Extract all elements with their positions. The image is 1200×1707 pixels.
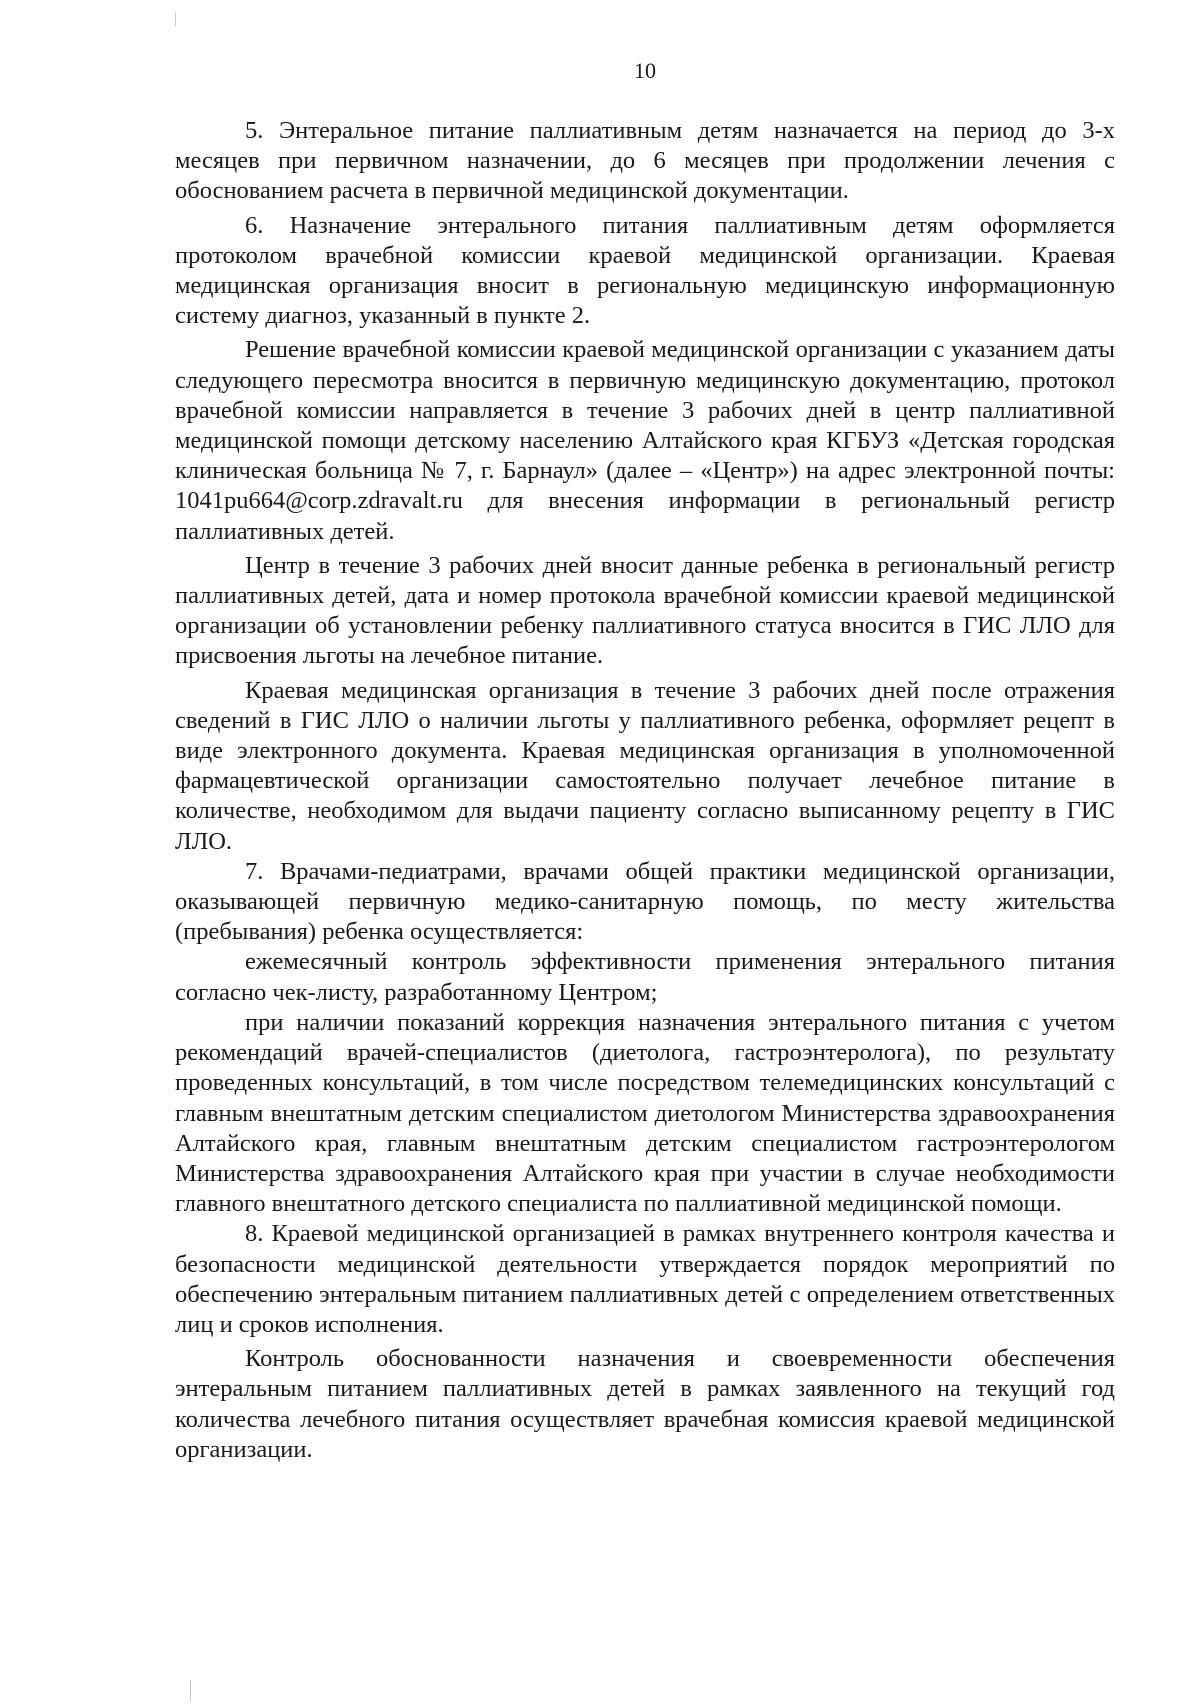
paragraph-correction: при наличии показаний коррекция назначения энтерального питания с учетом рекомендаций врачей-специалистов (диетолога, гастроэнтеролога), по результату проведенных консультаций, в том числе посредством телемедицинских консультаций с главным внештатным детским специалистом диетологом Министерства здравоохранения Алтайского края, главным внештатным детским специалистом гастроэнтерологом Министерства здравоохранения Алтайского края при участии в случае необходимости главного внештатного детского специалиста по паллиативной медицинской помощи.	[175, 1008, 1115, 1218]
paragraph-commission-decision: Решение врачебной комиссии краевой медицинской организации с указанием даты следующего пересмотра вносится в первичную медицинскую документацию, протокол врачебной комиссии направляется в течение 3 рабочих дней в центр паллиативной медицинской помощи детскому населению Алтайского края КГБУЗ «Детская городская клиническая больница № 7, г. Барнаул» (далее – «Центр») на адрес электронной почты: 1041pu664@corp.zdravalt.ru для внесения информации в региональный регистр паллиативных детей.	[175, 336, 1115, 545]
scan-artifact-top	[175, 12, 176, 26]
paragraph-8: 8. Краевой медицинской организацией в рамках внутреннего контроля качества и безопасности медицинской деятельности утверждается порядок мероприятий по обеспечению энтеральным питанием паллиативных детей с определением ответственных лиц и сроков исполнения.	[175, 1220, 1115, 1338]
scan-artifact-bottom	[190, 1680, 191, 1702]
page-number: 10	[634, 58, 656, 83]
paragraph-6: 6. Назначение энтерального питания паллиативным детям оформляется протоколом врачебной комиссии краевой медицинской организации. Краевая медицинская организация вносит в региональную медицинскую информационную систему диагноз, указанный в пункте 2.	[175, 211, 1115, 330]
paragraph-prescription: Краевая медицинская организация в течение 3 рабочих дней после отражения сведений в ГИС ЛЛО о наличии льготы у паллиативного ребенка, оформляет рецепт в виде электронного документа. Краевая медицинская организация в уполномоченной фармацевтической организации самостоятельно получает лечебное питание в количестве, необходимом для выдачи пациенту согласно выписанному рецепту в ГИС ЛЛО.	[175, 676, 1115, 855]
paragraph-control: Контроль обоснованности назначения и своевременности обеспечения энтеральным питанием паллиативных детей в рамках заявленного на текущий год количества лечебного питания осуществляет врачебная комиссия краевой медицинской организации.	[175, 1345, 1115, 1463]
paragraph-5: 5. Энтеральное питание паллиативным детям назначается на период до 3-х месяцев при первичном назначении, до 6 месяцев при продолжении лечения с обоснованием расчета в первичной медицинской документации.	[175, 117, 1115, 205]
paragraph-7: 7. Врачами-педиатрами, врачами общей практики медицинской организации, оказывающей первичную медико-санитарную помощь, по месту жительства (пребывания) ребенка осуществляется:	[175, 857, 1115, 946]
paragraph-monthly-control: ежемесячный контроль эффективности применения энтерального питания согласно чек-листу, разработанному Центром;	[175, 948, 1115, 1006]
paragraph-center-registry: Центр в течение 3 рабочих дней вносит данные ребенка в региональный регистр паллиативных детей, дата и номер протокола врачебной комиссии краевой медицинской организации об установлении ребенку паллиативного статуса вносится в ГИС ЛЛО для присвоения льготы на лечебное питание.	[175, 551, 1115, 670]
document-body	[175, 116, 1115, 1465]
